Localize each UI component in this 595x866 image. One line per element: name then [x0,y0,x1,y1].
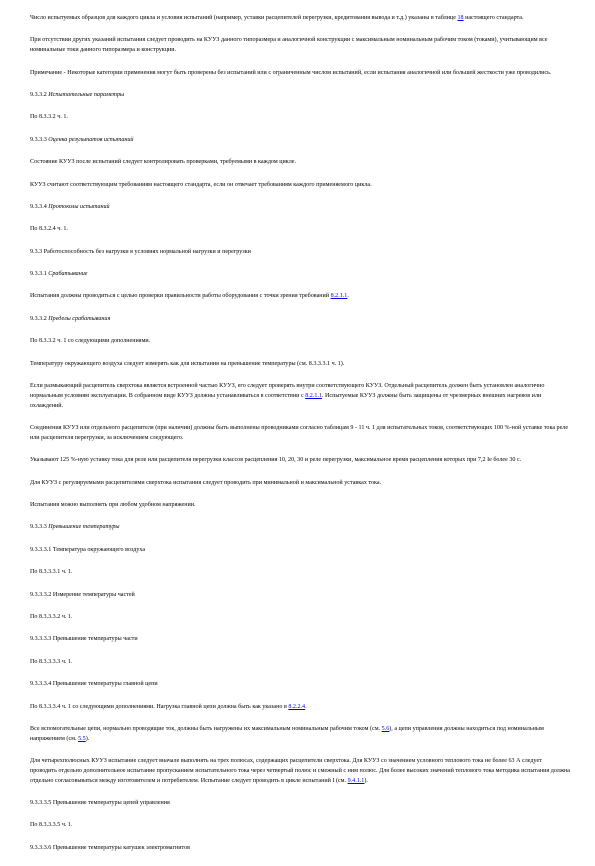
paragraph-text: При отсутствии других указаний испытания следует проводить на КУУЗ данного типоразмера и аналогичной конструкции с максимальным номинальным рабочим током (токами), учитывающим все номинальные токи данного типоразмера и конструкции. [30,37,548,54]
paragraph [30,613,570,623]
paragraph-text: 9.3.3.2 [30,315,49,322]
paragraph-text: . Испытуемые КУУЗ должны быть защищены от чрезмерных внешних нагревов или охлаждений. [30,392,542,409]
paragraph [30,203,570,213]
paragraph-text: Число испытуемых образцов для каждого цикла и условия испытаний (например, уставки расцепителей перегрузки, кредитования вывода и т.д.) указаны в таблице [30,15,458,21]
paragraph [30,523,570,533]
paragraph-text: Соединения КУУЗ или отдельного расцепителя (при наличии) должны быть выполнены проводниками согласно таблицам 9 - 11 ч. 1 для испытательных токов, соответствующих 100 %-ной уставке тока реле или расцепителя перегрузки, за исключением следующего. [30,425,569,441]
paragraph [30,360,570,370]
paragraph [30,69,570,79]
paragraph-text: . [347,293,349,300]
paragraph-text: ). [364,777,368,784]
paragraph [30,568,570,578]
paragraph [30,248,570,258]
paragraph-text: Температуру окружающего воздуха следует измерять как для испытания на превышение температуры (см. 8.3.3.3.1 ч. 1). [30,360,345,367]
paragraph [30,181,570,191]
paragraph [30,382,570,411]
paragraph [30,456,570,466]
section-heading-text: Превышение температуры [48,524,120,531]
paragraph [30,14,570,24]
paragraph-text: Указывают 125 %-ную уставку тока для реле или расцепителя перегрузки классов расцепления 10, 20, 30 и реле перегрузки, максимальное время расцепления которых при 7,2 Iе более 30 с. [30,457,522,464]
paragraph-text: По 8.3.3.3.4 ч. 1 со следующими дополнениями. Нагрузка главной цепи должна быть как указано в [30,703,289,710]
paragraph [30,703,570,713]
cross-reference-link[interactable]: 5.6 [381,725,390,732]
cross-reference-link[interactable]: 8.2.2.4 [288,703,306,710]
cross-reference-link[interactable]: 18 [457,15,464,21]
paragraph [30,725,570,745]
paragraph [30,91,570,101]
paragraph [30,757,570,786]
paragraph [30,821,570,831]
paragraph-text: 9.3.3.4 [30,203,49,210]
paragraph-text: Испытания можно выполнять при любом удобном напряжении. [30,502,196,508]
paragraph [30,113,570,123]
paragraph [30,315,570,325]
cross-reference-link[interactable]: 5.5 [78,735,86,742]
paragraph [30,36,570,56]
paragraph [30,136,570,146]
document-page [30,14,570,866]
paragraph [30,658,570,668]
section-heading-text: Срабатывание [48,271,88,278]
paragraph-text: настоящего стандарта. [463,15,524,21]
paragraph-text: Все вспомогательные цепи, нормально проводящие ток, должны быть нагружены их максимальным номинальным рабочим током (см. [30,725,382,732]
paragraph [30,591,570,601]
paragraph-text: 9.3.3.3.3 Превышение температуры части [30,636,138,643]
cross-reference-link[interactable]: 9.4.1.1 [347,777,365,784]
cross-reference-link[interactable]: 8.2.1.1 [305,392,322,399]
section-heading-text: Испытательные параметры [48,91,125,98]
paragraph-text: ), а цепи управления должны находиться под номинальным напряжением (см. [30,725,544,742]
paragraph-text: Испытания должны проводиться с целью проверки правильности работы оборудования с точки зрения требований [30,293,331,300]
paragraph [30,799,570,809]
paragraph-text: КУУЗ считают соответствующим требованиям настоящего стандарта, если он отвечает требованиям каждого применяемого цикла. [30,181,372,188]
paragraph-text: 9.3.3 Работоспособность без нагрузки в условиях нормальной нагрузки и перегрузки [30,248,251,255]
paragraph-text: Если размыкающий расцепитель сверхтока является встроенной частью КУУЗ, его следует проверять внутри соответствующего КУУЗ. Отдельный расцепитель должен быть установлен аналогично нормальным условиям эксплуатации. В собранном виде КУУЗ должны устанавливаться в соответствии с [30,383,545,399]
paragraph [30,337,570,347]
paragraph-text: . [305,703,307,710]
paragraph-text: 9.3.3.3.4 Превышение температуры главной цепи [30,681,158,688]
paragraph-text: По 8.3.2.4 ч. 1. [30,226,68,233]
paragraph-text: По 8.3.3.3.5 ч. 1. [30,822,73,829]
cross-reference-link[interactable]: 8.2.1.1 [330,293,348,300]
paragraph-text: Для четырехполюсных КУУЗ испытание следует вначале выполнять на трех полюсах, содержащих расцепители сверхтока. Для КУУЗ со значением условного теплового тока не более 63 А следует проводить отдельно дополнительное испытание пропусканием испытательного тока через четвертый полюс и смежный с ним полюс. Для более высоких значений теплового тока методика испытания должна отдельно согласовываться между изготовителем и потребителем. Испытание следует проводить в цикле испытаний I (см. [30,758,570,784]
paragraph-text: Примечание - Некоторые категории применения могут быть проверены без испытаний или с ограниченным числом испытаний, если испытания аналогичной или большей жесткости уже проводились. [30,69,552,76]
paragraph-text: 9.3.3.2 [30,91,49,98]
paragraph [30,158,570,168]
paragraph-text: По 8.3.3.2 ч. 1 со следующими дополнениями. [30,338,151,345]
paragraph-text: 9.3.3.1 [30,271,49,278]
paragraph [30,501,570,511]
paragraph [30,844,570,854]
paragraph-text: ). [85,735,90,742]
paragraph [30,424,570,444]
section-heading-text: Оценка результатов испытаний [48,136,134,143]
paragraph [30,546,570,556]
section-heading-text: Пределы срабатывания [48,315,111,322]
paragraph-text: По 8.3.3.3.2 ч. 1. [30,613,73,620]
paragraph-text: Состояние КУУЗ после испытаний следует контролировать проверками, требуемыми в каждом цикле. [30,159,296,166]
section-heading-text: Протоколы испытаний [48,203,110,210]
paragraph [30,680,570,690]
paragraph-text: 9.3.3.3.1 Температура окружающего воздуха [30,546,146,553]
paragraph-text: По 8.3.3.3.3 ч. 1. [30,658,73,665]
paragraph-text: 9.3.3.3.5 Превышение температуры цепей управления [30,800,170,807]
paragraph [30,270,570,280]
paragraph [30,479,570,489]
paragraph-text: Для КУУЗ с регулируемыми расцепителями сверхтока испытания следует проводить при минимальной и максимальной уставках тока. [30,479,382,486]
paragraph-text: 9.3.3.3.2 Измерение температуры частей [30,591,135,598]
paragraph-text: По 8.3.3.3.1 ч. 1. [30,569,73,576]
paragraph [30,292,570,302]
paragraph-text: 9.3.3.3.6 Превышение температуры катушек электромагнитов [30,844,191,851]
paragraph-text: 9.3.3.3 [30,136,49,143]
paragraph [30,225,570,235]
paragraph-text: 9.3.3.3 [30,524,49,531]
paragraph [30,635,570,645]
paragraph-text: По 8.3.3.2 ч. 1. [30,114,68,121]
